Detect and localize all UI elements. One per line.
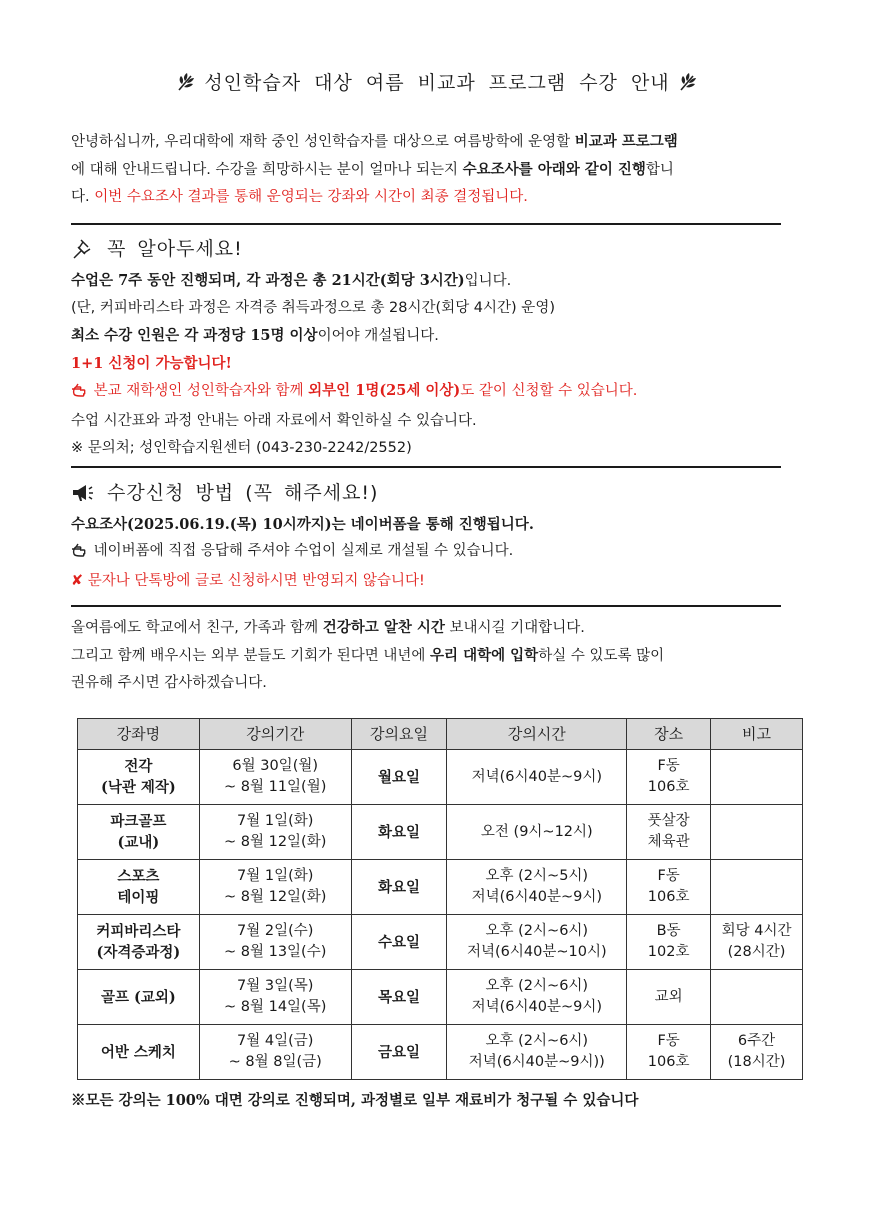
- section2-title: 수강신청 방법 (꼭 해주세요!): [71, 478, 378, 505]
- intro-paragraph: [71, 128, 806, 211]
- course-name-cell: [78, 915, 200, 970]
- location-cell-text: B동: [656, 923, 681, 939]
- location-cell-text: F동: [657, 868, 680, 884]
- time-cell: [447, 750, 627, 805]
- closing-paragraph: 올여름에도 학교에서 친구, 가족과 함께 건강하고 알찬 시간 보내시길 기대합니다. 그리고 함께 배우시는 외부 분들도 기회가 된다면 내년에 우리 대학에 입학하실 수 있도록 많이 권유해 주시면 감사하겠습니다.: [71, 619, 665, 691]
- intro-bold-text: 수요조사를 아래와 같이 진행: [462, 161, 646, 178]
- pushpin-icon: [71, 238, 107, 260]
- time-cell-text: 저녁(6시40분~10시): [467, 944, 607, 960]
- table-row: [78, 970, 803, 1025]
- period-cell-text: ~ 8월 8일(금): [228, 1054, 322, 1070]
- period-cell: [199, 970, 351, 1025]
- weekday-cell: [351, 970, 447, 1025]
- location-cell-text: 풋살장: [647, 813, 690, 829]
- weekday-cell-text: 월요일: [378, 768, 421, 786]
- location-cell: [627, 860, 711, 915]
- location-cell-text: 체육관: [647, 834, 690, 850]
- section2-body: 수요조사(2025.06.19.(목) 10시까지)는 네이버폼을 통해 진행됩니다. 네이버폼에 직접 응답해 주셔야 수업이 실제로 개설될 수 있습니다. ✘ 문자나 단톡방에 글로 신청하시면 반영되지 않습니다!: [71, 516, 534, 589]
- leaf-icon: [176, 72, 196, 97]
- time-cell-text: 오후 (2시~6시): [485, 978, 589, 994]
- page-title: [0, 68, 874, 97]
- course-name-cell: [78, 1025, 200, 1080]
- course-name-cell: [78, 750, 200, 805]
- divider: [71, 466, 781, 468]
- schedule-table: [77, 718, 803, 1080]
- period-cell: [199, 1025, 351, 1080]
- period-cell-text: 6월 30일(월): [232, 758, 319, 774]
- table-row: [78, 915, 803, 970]
- table-header: 강의기간: [199, 719, 351, 750]
- location-cell-text: F동: [657, 758, 680, 774]
- period-cell-text: 7월 1일(화): [237, 813, 314, 829]
- location-cell-text: 교외: [654, 988, 683, 1005]
- table-header: 강의요일: [351, 719, 447, 750]
- course-name-cell: [78, 805, 200, 860]
- table-header: 장소: [627, 719, 711, 750]
- location-cell: [627, 750, 711, 805]
- intro-red-text: 이번 수요조사 결과를 통해 운영되는 강좌와 시간이 최종 결정됩니다.: [94, 189, 528, 205]
- course-name-cell: [78, 860, 200, 915]
- note-cell: [711, 1025, 803, 1080]
- note-cell-text: (18시간): [727, 1054, 786, 1070]
- period-cell-text: ~ 8월 11일(월): [224, 779, 327, 795]
- note-cell: [711, 805, 803, 860]
- intro-text: 합니: [645, 162, 674, 178]
- location-cell: [627, 915, 711, 970]
- period-cell-text: 7월 1일(화): [237, 868, 314, 884]
- period-cell-text: 7월 2일(수): [237, 923, 314, 939]
- divider: [71, 605, 781, 607]
- course-name-cell-text: 테이핑: [117, 889, 160, 906]
- weekday-cell: [351, 750, 447, 805]
- course-name-cell: [78, 970, 200, 1025]
- course-name-cell-text: (낙관 제작): [101, 779, 176, 796]
- location-cell-text: 102호: [647, 944, 690, 960]
- weekday-cell-text: 수요일: [378, 933, 421, 951]
- period-cell: [199, 805, 351, 860]
- weekday-cell-text: 화요일: [378, 823, 421, 841]
- course-name-cell-text: (교내): [117, 834, 160, 851]
- time-cell-text: 오후 (2시~6시): [485, 923, 589, 939]
- divider: [71, 223, 781, 225]
- note-cell: [711, 915, 803, 970]
- course-name-cell-text: 골프 (교외): [101, 988, 176, 1006]
- pointing-hand-icon: [71, 541, 89, 568]
- intro-text: 다.: [71, 189, 95, 205]
- location-cell-text: F동: [657, 1033, 680, 1049]
- course-name-cell-text: 어반 스케치: [100, 1043, 176, 1061]
- weekday-cell-text: 목요일: [378, 988, 421, 1006]
- period-cell-text: 7월 4일(금): [237, 1033, 314, 1049]
- period-cell: [199, 860, 351, 915]
- footnote: ※모든 강의는 100% 대면 강의로 진행되며, 과정별로 일부 재료비가 청구될 수 있습니다: [71, 1092, 639, 1109]
- intro-bold-text: 비교과 프로그램: [574, 133, 678, 150]
- time-cell: [447, 1025, 627, 1080]
- megaphone-icon: [71, 482, 107, 504]
- intro-text: 안녕하십니까, 우리대학에 재학 중인 성인학습자를 대상으로 여름방학에 운영할: [71, 134, 575, 150]
- course-name-cell-text: 커피바리스타: [96, 923, 181, 940]
- weekday-cell: [351, 860, 447, 915]
- table-header: 비고: [711, 719, 803, 750]
- time-cell: [447, 860, 627, 915]
- location-cell-text: 106호: [647, 889, 690, 905]
- leaf-icon: [678, 72, 698, 97]
- cross-mark-icon: ✘: [71, 573, 84, 589]
- location-cell: [627, 970, 711, 1025]
- time-cell: [447, 970, 627, 1025]
- course-name-cell-text: (자격증과정): [96, 944, 181, 961]
- time-cell-text: 저녁(6시40분~9시): [471, 889, 603, 905]
- note-cell: [711, 860, 803, 915]
- weekday-cell: [351, 805, 447, 860]
- period-cell-text: ~ 8월 12일(화): [224, 889, 327, 905]
- location-cell: [627, 1025, 711, 1080]
- period-cell-text: ~ 8월 13일(수): [224, 944, 327, 960]
- course-name-cell-text: 전각: [124, 758, 153, 775]
- time-cell-text: 저녁(6시40분~9시): [471, 768, 603, 785]
- table-row: [78, 1025, 803, 1080]
- period-cell-text: ~ 8월 14일(목): [224, 999, 327, 1015]
- table-header: 강좌명: [78, 719, 200, 750]
- note-cell-text: 6주간: [737, 1033, 776, 1049]
- period-cell: [199, 750, 351, 805]
- pointing-hand-icon: [71, 381, 89, 408]
- weekday-cell: [351, 1025, 447, 1080]
- location-cell-text: 106호: [647, 779, 690, 795]
- section1-title: 꼭 알아두세요!: [71, 234, 243, 261]
- time-cell: [447, 805, 627, 860]
- time-cell-text: 저녁(6시40분~9시)): [468, 1054, 605, 1070]
- period-cell-text: ~ 8월 12일(화): [224, 834, 327, 850]
- table-row: [78, 860, 803, 915]
- intro-text: 에 대해 안내드립니다. 수강을 희망하시는 분이 얼마나 되는지: [71, 162, 463, 178]
- section1-body: 수업은 7주 동안 진행되며, 각 과정은 총 21시간(회당 3시간)입니다. (단, 커피바리스타 과정은 자격증 취득과정으로 총 28시간(회당 4시간) 운영) 최소 수강 인원은 각 과정당 15명 이상이어야 개설됩니다. 1+1 신청이 가능합니다! 본교 재학생인 성인학습자와 함께 외부인 1명(25세 이상)도 같이 신청할 수 있습니다. 수업 시간표와 과정 안내는 아래 자료에서 확인하실 수 있습니다. ※ 문의처; 성인학습지원센터 (043-230-2242/2552): [71, 272, 638, 456]
- time-cell: [447, 915, 627, 970]
- table-row: [78, 750, 803, 805]
- table-row: [78, 805, 803, 860]
- table-header: 강의시간: [447, 719, 627, 750]
- weekday-cell-text: 화요일: [378, 878, 421, 896]
- location-cell-text: 106호: [647, 1054, 690, 1070]
- period-cell-text: 7월 3일(목): [237, 978, 314, 994]
- note-cell: [711, 970, 803, 1025]
- location-cell: [627, 805, 711, 860]
- weekday-cell: [351, 915, 447, 970]
- time-cell-text: 저녁(6시40분~9시): [471, 999, 603, 1015]
- course-name-cell-text: 스포츠: [117, 868, 160, 885]
- table-header-row: [78, 719, 803, 750]
- time-cell-text: 오전 (9시~12시): [480, 823, 593, 840]
- time-cell-text: 오후 (2시~6시): [485, 1033, 589, 1049]
- note-cell-text: (28시간): [727, 944, 786, 960]
- title-text: 성인학습자 대상 여름 비교과 프로그램 수강 안내: [204, 72, 670, 94]
- course-name-cell-text: 파크골프: [110, 813, 167, 830]
- note-cell: [711, 750, 803, 805]
- note-cell-text: 회당 4시간: [721, 923, 792, 939]
- period-cell: [199, 915, 351, 970]
- time-cell-text: 오후 (2시~5시): [485, 868, 589, 884]
- weekday-cell-text: 금요일: [378, 1043, 421, 1061]
